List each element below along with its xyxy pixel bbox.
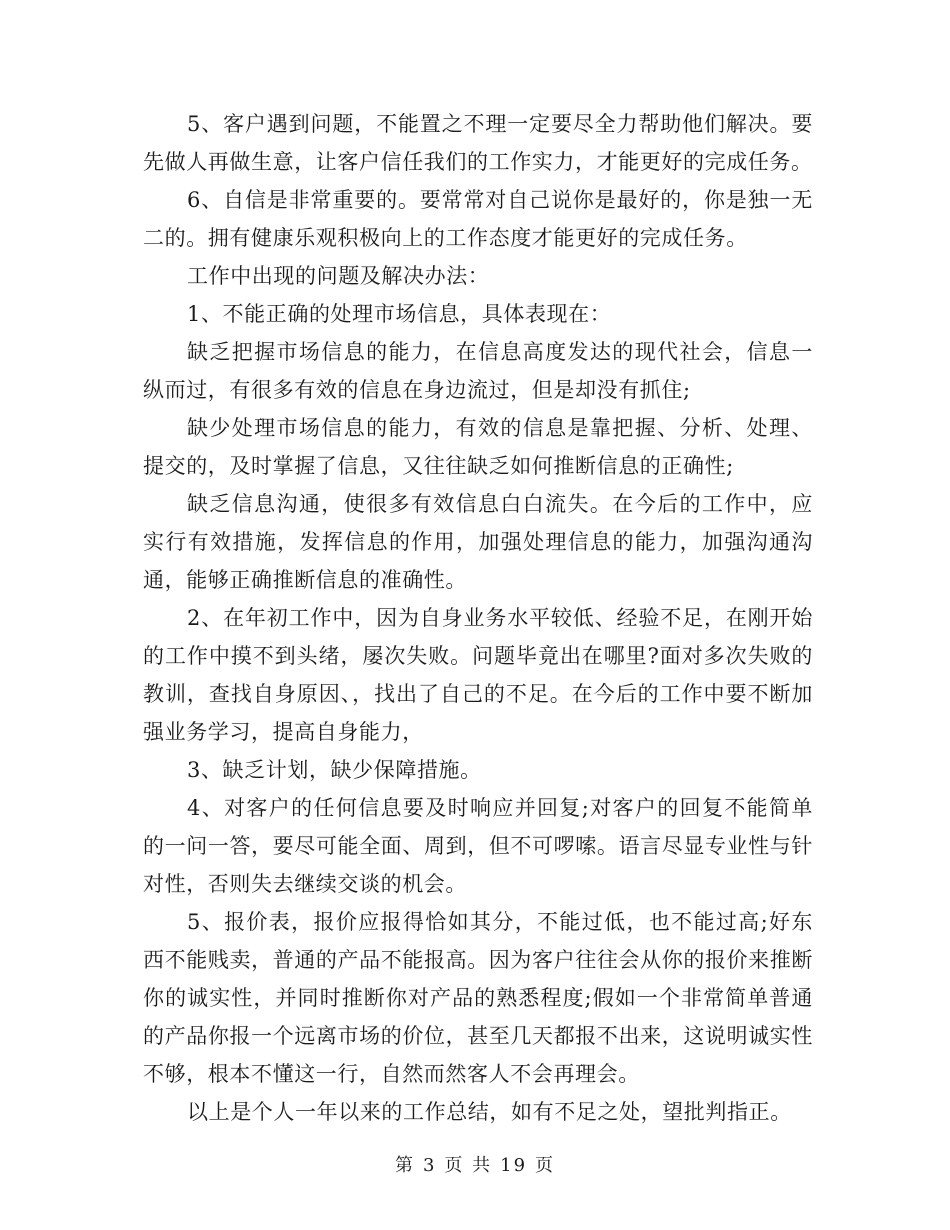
page-number: 3	[422, 1155, 437, 1176]
paragraph: 缺少处理市场信息的能力，有效的信息是靠把握、分析、处理、提交的，及时掌握了信息，又往往缺乏如何推断信息的正确性;	[143, 416, 813, 478]
section-heading: 工作中出现的问题及解决办法：	[187, 264, 490, 288]
footer-prefix: 第	[394, 1155, 415, 1176]
total-pages: 19	[500, 1155, 528, 1176]
paragraph: 1、不能正确的处理市场信息，具体表现在：	[187, 302, 612, 326]
paragraph: 2、在年初工作中，因为自身业务水平较低、经验不足，在刚开始的工作中摸不到头绪，屡次失败。问题毕竟出在哪里?面对多次失败的教训，查找自身原因、，找出了自己的不足。在今后的工作中要不断加强业务学习，提高自身能力，	[143, 606, 813, 744]
document-body	[143, 105, 813, 1131]
paragraph: 5、报价表，报价应报得恰如其分，不能过低，也不能过高;好东西不能贱卖，普通的产品不能报高。因为客户往往会从你的报价来推断你的诚实性，并同时推断你对产品的熟悉程度;假如一个非常简单普通的产品你报一个远离市场的价位，甚至几天都报不出来，这说明诚实性不够，根本不懂这一行，自然而然客人不会再理会。	[143, 910, 813, 1086]
paragraph: 5、客户遇到问题，不能置之不理一定要尽全力帮助他们解决。要先做人再做生意，让客户信任我们的工作实力，才能更好的完成任务。	[143, 112, 813, 174]
paragraph: 以上是个人一年以来的工作总结，如有不足之处，望批判指正。	[187, 1100, 792, 1124]
page-footer	[0, 1151, 950, 1177]
footer-middle: 页 共	[444, 1155, 493, 1176]
footer-suffix: 页	[535, 1155, 556, 1176]
paragraph: 缺乏把握市场信息的能力，在信息高度发达的现代社会，信息一纵而过，有很多有效的信息在身边流过，但是却没有抓住;	[143, 340, 813, 402]
paragraph: 3、缺乏计划，缺少保障措施。	[187, 758, 482, 782]
paragraph: 4、对客户的任何信息要及时响应并回复;对客户的回复不能简单的一问一答，要尽可能全面、周到，但不可啰嗦。语言尽显专业性与针对性，否则失去继续交谈的机会。	[143, 796, 813, 896]
paragraph: 缺乏信息沟通，使很多有效信息白白流失。在今后的工作中，应实行有效措施，发挥信息的作用，加强处理信息的能力，加强沟通沟通，能够正确推断信息的准确性。	[143, 492, 813, 592]
paragraph: 6、自信是非常重要的。要常常对自己说你是最好的，你是独一无二的。拥有健康乐观积极向上的工作态度才能更好的完成任务。	[143, 188, 813, 250]
